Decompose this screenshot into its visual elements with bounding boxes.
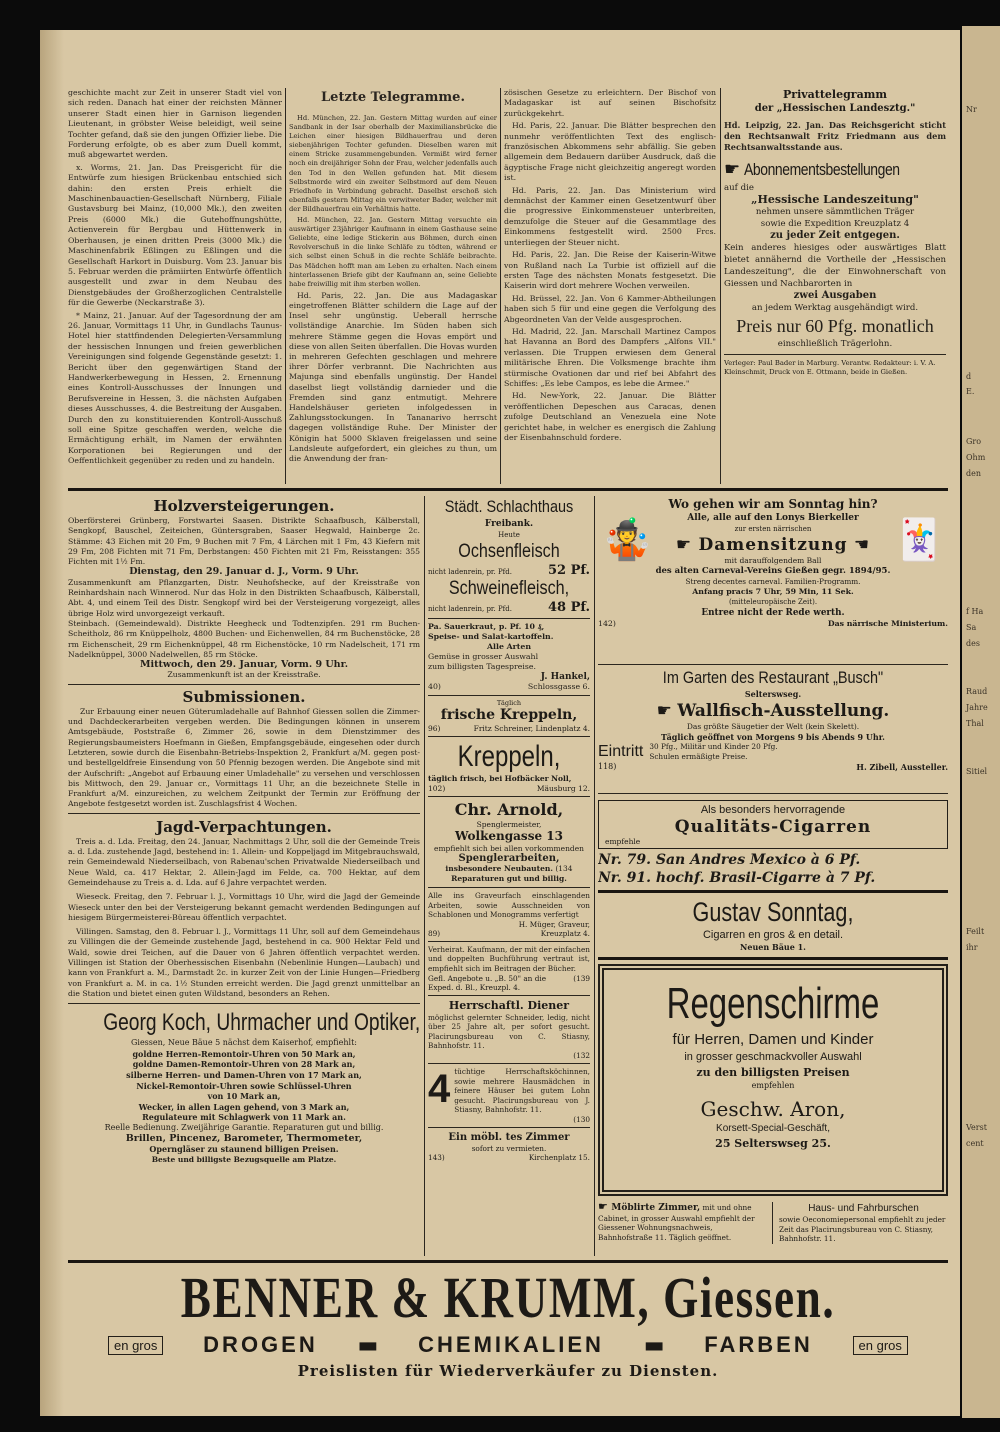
news-column-2 [289,88,497,483]
hankel-line: Gemüse in grosser Auswahl [428,652,539,661]
carneval-anfang: Anfang pracis 7 Uhr, 59 Min, 11 Sek. [692,587,854,596]
hankel-line: Speise- und Salat-kartoffeln. [428,632,554,641]
benner-bottom: Preislisten für Wiederverkäufer zu Diensten. [297,1362,719,1380]
arnold-line: empfiehlt sich bei allen vorkommenden [434,844,584,853]
carneval-zeit: (mitteleuropäische Zeit). [728,598,818,606]
abo-body [724,182,946,350]
article-paragraph: * Mainz, 21. Januar. Auf der Tagesordnung der am 26. Januar, Vormittags 11 Uhr, in Gundlachs Taunus-Hotel hier stattfindenden Delegierten-Versammlung der hessischen Innungen und freien gewerblichen Vereinigungen sind folgende Gegenstände gesetzt: 1. Bericht über den gegenwärtigen Stand der Handwerkerbewegung in Hessen, 2. Ernennung eines Kontroll-Ausschusses der Innungen und Berufsvereine in Hessen, 3. die nächsten Aufgaben dieses Ausschusses, 4. die Bestreitung der Ausgaben. Durch den zu konstituierenden Kontroll-Ausschuß soll eine Spitze geschaffen werden, welche die Ermächtigung erhält, im Namen der erwähnten Korporationen bei Regierungen und der Oeffentlichkeit gegenüber zu reden und zu handeln. [68,310,282,466]
busch-schulen: Schulen ermäßigte Preise. [649,752,748,761]
benner-drogen: DROGEN [203,1332,318,1357]
haus-ad [779,1202,948,1244]
hankel-addr: Schlossgasse 6. [527,682,590,691]
diener-text: möglichst gelernter Schneider, ledig, nicht über 25 Jahre alt, per sofort gesucht. Placirungsbureau von C. Stiasny, Bahnhofstr. 11. [428,1012,590,1051]
aron-line: zu den billigsten Preisen [696,1066,850,1079]
column-rule [285,88,286,484]
column-rule [424,496,425,1256]
adjacent-page-text: f Ha [966,607,984,616]
telegram-text: Hd. Leipzig, 22. Jan. Das Reichsgericht sticht den Rechtsanwalt Fritz Friedmann aus dem Rechtsanwaltsstande aus. [724,120,946,152]
kaufmann-text2: Gefl. Angebote u. „B. 50" an die Exped. d. Bl., Kreuzpl. 4. [428,973,547,992]
schlacht-item: Ochsenfleisch [458,541,560,562]
cigarren-line: Nr. 79. San Andres Mexico à 6 Pf. [598,852,861,868]
jester-icon: 🤹 [602,517,652,563]
busch-eintritt: Eintritt [598,743,644,760]
zimmer2-title: Möblirte Zimmer, [611,1203,701,1213]
adjacent-page-text: Sitiel [966,767,988,776]
rule [428,618,590,619]
news-column-1 [68,88,282,483]
koch-line: Nickel-Remontoir-Uhren sowie Schlüssel-Uhren [136,1080,352,1091]
adjacent-page-text: Thal [966,719,984,728]
adjacent-page-text: ihr [966,943,978,952]
abo-line: nehmen unsere sämmtlichen Träger [755,207,915,217]
mueger-text: Alle ins Graveurfach einschlagenden Arbeiten, sowie Ausschneiden von Schablonen und Monogramms verfertigt [428,891,590,920]
ad-number: 102) [428,784,446,793]
holz-date: Dienstag, den 29. Januar d. J., Vorm. 9 Uhr. [129,566,359,578]
price-label: nicht ladenrein, pr. Pfd. [428,605,512,613]
mueger-addr: Kreuzplatz 4. [540,928,590,938]
adjacent-page-text: cent [966,1139,984,1148]
pointing-hand-icon: ☛ [598,1200,612,1213]
koch-line: Beste und billigste Bezugsquelle am Platze. [151,1154,337,1164]
rule [428,1127,590,1128]
kreppeln2-addr: Mäusburg 12. [536,784,590,793]
sub-title: Submissionen. [182,687,306,706]
busch-ad [598,667,948,791]
adjacent-page-text: Sa [966,623,977,632]
abo-line: an jedem Werktag ausgehändigt wird. [751,303,919,313]
adjacent-page-text: Feilt [966,927,985,936]
article-paragraph: geschichte macht zur Zeit in unserer Stadt viel von sich reden. Danach hat einer der reichsten Männer unserer Stadt einen hier in Garnison liegenden Lieutenant, in gröbster Weise beleidigt, weil seine Tochter gefand, daß sie den jungen Offizier liebe. Die Forderung erfolgte, ob es aber zum Duell kommt, muß abgewartet werden. [68,88,282,160]
rule [68,813,420,814]
rule [428,995,590,996]
adjacent-page-edge [962,26,1000,1418]
arnold-line: Spenglerarbeiten, [458,853,560,864]
kreppeln-pre: Täglich [496,699,522,707]
cigarren-emp: empfehle [605,837,641,846]
schlacht-subtitle: Freibank. [484,519,534,529]
koch-line: Reelle Bedienung. Zweijährige Garantie. Reparaturen gut und billig. [104,1122,384,1132]
page-gutter [40,30,64,1416]
cigarren-pre: Als besonders hervorragende [700,804,846,816]
jagd-title: Jagd-Verpachtungen. [156,817,332,836]
adjacent-page-text: den [966,469,982,478]
adjacent-page-text: E. [966,387,975,396]
hankel-name: J. Hankel, [540,672,590,682]
abo-line: auf die [724,183,754,193]
rule [428,736,590,737]
price-label: nicht ladenrein, pr. Pfd. [428,568,512,576]
koch-line: von 10 Mark an, [207,1091,281,1102]
column-title: Letzte Telegramme. [321,90,465,105]
koch-line: goldne Damen-Remontoir-Uhren von 28 Mark an, [132,1059,356,1070]
article-paragraph: Hd. New-York, 22. Januar. Die Blätter veröffentlichen Depeschen aus Caracas, denen zufolge Deutschland an Venezuela eine Note gerichtet habe, in welcher es energisch die Zahlung der Eisenbahnschuld fordere. [504,391,716,442]
adjacent-page-text: d [966,372,972,381]
rule [598,664,948,665]
holz-line: Zusammenkunft ist an der Kreisstraße. [167,670,321,680]
carneval-pre: zur ersten närrischen [734,525,812,533]
rule [598,793,948,794]
koch-line: Wecker, in allen Lagen gehend, von 3 Mark an, [138,1101,350,1112]
adjacent-page-text: Nr [966,105,977,114]
benner-ad [68,1264,948,1394]
carneval-entree: Entree nicht der Rede werth. [701,608,845,618]
adjacent-page-text: Verst [966,1123,987,1132]
telegram-subtitle: der „Hessischen Landesztg." [754,103,916,114]
cigarren-box [598,800,948,849]
zimmer2-text: mit und ohne Cabinet, in grosser Auswahl empfiehlt der Giessener Wohnungsnachweis, Bahnhofstraße 11. Täglich geöffnet. [598,1203,755,1242]
aron-title: Regenschirme [666,979,880,1028]
holz-line: Oberförsterei Grünberg, Forstwartei Saasen. Distrikte Schaafbusch, Kälberstall, Sengkopf, Bauschel, Zeiteichen, Güntersgraben, Saaser Hegwald, Hainberge 2c. Stämme: 43 Eichen mit 20 Fm, 9 Buchen mit 7 Fm, 4 Lärchen mit 1 Fm, 43 Kiefern mit 29 Fm, 208 Fichten mit 71 Fm, Derbstangen: 450 Fichten mit 21 Fm, Reisstangen: 355 Fichten mit 1½ Fm. [68,516,420,567]
abo-line: sowie die Expedition Kreuzplatz 4 [760,219,910,229]
article-paragraph: x. Worms, 21. Jan. Das Preisgericht für die Entwürfe zum hiesigen Brückenbau entschied sich dahin: den ersten Preis erhielt die Maschinenbauactien-Gesellschaft Nürnberg, Filiale Gustavsburg bei Mainz, (10,000 Mk.), den zweiten Preis (6000 Mk.) die Gutehoffnungshütte, Actienverein für Bergbau und Hüttenwerk in Oberhausen, je einen dritten Preis (3000 Mk.) die Maschinenfabrik Eßlingen zu Eßlingen und die Gesellschaft Harkort in Duisburg. Vom 23. Januar bis 5. Februar werden die prämiirten Entwürfe öffentlich ausgestellt und zwar in dem Neubau des Dienstgebäudes der Großherzoglichen Centralstelle für die Gewerbe (Neckarstraße 3). [68,162,282,308]
rule [598,890,948,893]
carneval-title: Wo gehen wir am Sonntag hin? [668,497,878,511]
ads-column-right [598,496,948,1258]
koch-line: Giessen, Neue Bäue 5 nächst dem Kaiserhof, empfiehlt: [131,1038,357,1048]
news-column-3 [504,88,716,483]
sonntag-line: Cigarren en gros & en detail. [702,929,844,941]
aron-line: für Herren, Damen und Kinder [672,1031,874,1048]
benner-title: BENNER & KRUMM, Giessen. [180,1265,836,1330]
abo-line: zwei Ausgaben [793,290,877,301]
adjacent-page-text: Gro [966,437,982,446]
koch-line: Regulateure mit Schlagwerk von 11 Mark an. [142,1112,346,1123]
pointing-hand-icon: ☚ [847,535,871,555]
abo-paper-name: „Hessische Landeszeitung" [751,193,919,206]
article-paragraph: zösischen Gesetze zu erleichtern. Der Bischof von Madagaskar ist auf seinen Bischofsitz zurückgekehrt. [504,88,716,118]
article-paragraph: Hd. Brüssel, 22. Jan. Von 6 Kammer-Abtheilungen haben sich 5 für und eine gegen die Verfolgung des Abgeordneten Van der Velde ausgesprochen. [504,293,716,324]
busch-title: Im Garten des Restaurant „Busch" [662,668,884,687]
benner-chem: CHEMIKALIEN [418,1332,604,1357]
holz-body [68,516,420,681]
kaufmann-text: Verheirat. Kaufmann, der mit der einfachen und doppelten Buchführung vertraut ist, empfiehlt sich im Beitragen der Bücher. [428,944,590,973]
schlacht-price-row [428,600,590,615]
rule [724,354,946,355]
ad-number: 143) [428,1152,445,1162]
ad-number: (139 [573,973,590,983]
mueger-sig: H. Müger, Graveur, [518,919,590,929]
ad-number: 118) [598,762,617,771]
aron-line: Korsett-Special-Geschäft, [716,1123,830,1134]
schlacht-heute: Heute [498,531,520,539]
koch-line: silberne Herren- und Damen-Uhren von 17 Mark an, [126,1069,362,1080]
jagd-paragraph: Treis a. d. Lda. Freitag, den 24. Januar, Nachmittags 2 Uhr, soll die der Gemeinde Treis a. d. Lda. zustehende Jagd, bestehend in: 1. Allein- und Koppeljagd im Mitgebrauchswald, rein Gemeindewald Niederseilbach, von Rabenau'schen Privatwalde Niederseilbach und Neue Wald, ca. 417 Hektar, 2. Allein-Jagd im Felde, ca. 700 Hektar, auf dem Gemeindehause zu Treis a. d. Lda. auf 6 Jahre verpachtet werden. [68,836,420,887]
busch-big: Wallfisch-Ausstellung. [677,701,890,721]
abo-heading [724,159,946,180]
koch-line: goldne Herren-Remontoir-Uhren von 50 Mark an, [132,1048,356,1059]
kreppeln2-title: Kreppeln, [457,740,561,773]
hankel-line: Alle Arten [486,642,532,651]
column-rule [772,1202,773,1244]
engros-badge: en gros [853,1336,908,1355]
article-paragraph: Hd. München, 22. Jan. Gestern Mittag wurden auf einer Sandbank in der Isar oberhalb der Maximiliansbrücke die Leichen einer hiesigen Bildhauerfrau und deren siebenjährigen Tochter gefunden. Dieselben waren mit einem Stricke zusammengebunden. Vermißt wird ferner noch ein dreijähriger Sohn der Frau, welcher jedenfalls auch den Tod in den Wellen gefunden hat. Mit diesem Selbstmorde wird ein zweiter Selbstmord auf dem Neuen Friedhofe in Verbindung gebracht. Daselbst erschoß sich ebenfalls gestern Mittag ein verwitweter Bader, welcher mit der Bildhauerfrau ein Verhältnis hatte. [289,114,497,213]
article-paragraph: Hd. Paris, 22. Jan. Das Ministerium wird demnächst der Kammer einen Gesetzentwurf über die progressive Einkommensteuer unterbreiten, demzufolge die Steuer auf die Gesammtlage des Einkommens festgestellt wird. 2500 Frcs. unterliegen der Steuer nicht. [504,185,716,247]
zimmer1-addr: Kirchenplatz 15. [528,1152,590,1162]
zimmer1-title: Ein möbl. tes Zimmer [448,1131,570,1143]
busch-line: Täglich geöffnet von Morgens 9 bis Abends 9 Uhr. [661,732,885,742]
imprint: Verleger: Paul Bader in Marburg. Verantw. Redakteur: i. V. A. Kleinschmit, Druck von E. Ottmann, beide in Gießen. [724,359,936,376]
article-paragraph: Hd. Paris, 22. Jan. Die aus Madagaskar eingetroffenen Blätter schildern die Lage auf der Insel sehr ungünstig. Ueberall herrsche vollständige Anarchie. Im Süden haben sich mehrere Stämme gegen die Hovas empört und diese von allen Seiten überfallen. Die Hovas wurden in mehreren Gefechten geschlagen und mehrere ihrer Dörfer verbrannt. Die Nachrichten aus Majunga sind ebenfalls ungünstig. Der Handel daselbst liegt vollständig darnieder und die Fremden sind ganz entmutigt. Mehrere Handelshäuser gerieten infolgedessen in Zahlungsstockungen. In Tananarivo herrscht dagegen vollständige Ruhe. Der Minister der Königin hat 5000 Sklaven freigelassen und seine Landsleute aufgefordert, ein gleiches zu thun, um die Anwendung der fran- [289,290,497,464]
section-rule [68,1260,948,1263]
rule [598,957,948,960]
koechinnen-text: tüchtige Herrschaftsköchinnen, sowie mehrere Hausmädchen in feinere Häuser bei gutem Lohn gesucht. Placirungsbureau von J. Stiasny, Bahnhofstr. 11. [454,1066,590,1115]
diener-title: Herrschaftl. Diener [448,998,570,1012]
rule [428,796,590,797]
news-column-4 [724,88,946,488]
section-rule [68,488,948,491]
haus-text: sowie Oeconomiepersonal empfiehlt zu jeder Zeit das Placirungsbureau von C. Stiasny, Bahnhofstr. 11. [779,1215,946,1244]
busch-line: Das größte Säugetier der Welt (kein Skelett). [686,722,860,731]
ads-column-left [68,496,420,1256]
rule [428,695,590,696]
rule [68,684,420,685]
abo-line: Kein anderes hiesiges oder auswärtiges Blatt bietet annähernd die Vortheile der „Hessischen Landeszeitung", die der Einwohnerschaft von Giessen und Nachbarorten in [724,243,946,289]
ad-number: 96) [428,724,441,733]
price-value: 52 Pf. [547,563,590,578]
article-paragraph: Hd. Madrid, 22. Jan. Marschall Martinez Campos hat Havanna an Bord des Dampfers „Alfons VII." verlassen. Die Truppen erwiesen dem General militärische Ehren. Die Volksmenge brachte ihm stürmische Ovationen dar und rief bei Abfahrt des Schiffes: „Es lebe Campos, es lebe die Armee." [504,326,716,388]
cigarren-big: Qualitäts-Cigarren [674,817,872,837]
arnold-line: Reparaturen gut und billig. [451,874,567,883]
haus-title: Haus- und Fahrburschen [808,1203,919,1214]
rule [428,941,590,942]
ad-number: 142) [598,619,616,628]
dash: ▬ [643,1332,665,1358]
carneval-big: Damensitzung [698,535,848,555]
kreppeln2-line: täglich frisch, bei [428,774,503,783]
jagd-paragraph: Wieseck. Freitag, den 7. Februar l. J., Vormittags 10 Uhr, wird die Jagd der Gemeinde Wieseck unter den bei der Versteigerung bekannt gemacht werdenden Bedingungen auf hiesigem Bürgermeisterei-Büreau öffentlich verpachtet. [68,892,420,922]
rule [68,1003,420,1004]
pointing-hand-icon: ☛ [675,535,699,555]
hankel-line: zum billigsten Tagespreise. [428,662,536,671]
aron-name: Geschw. Aron, [700,1097,846,1121]
hankel-line: Pa. Sauerkraut, p. Pf. 10 ₰, [428,622,545,631]
kreppeln2-sig: Hofbäcker Noll, [504,774,572,783]
adjacent-page-text: des [966,639,980,648]
ad-number: (132 [573,1050,590,1060]
carneval-ad [598,496,948,662]
busch-sig: H. Zibell, Aussteller. [856,762,948,772]
busch-sub: Selterswseg. [744,689,802,699]
koechinnen-number: 4 [428,1066,451,1111]
ad-number: 89) [428,928,441,938]
sonntag-addr: Neuen Bäue 1. [740,942,806,952]
carneval-mit: mit darauffolgendem Ball [724,556,822,565]
koch-line: Brillen, Pincenez, Barometer, Thermometer, [125,1132,363,1144]
carneval-sub: Alle, alle auf den Lonys Bierkeller [687,513,859,523]
aron-line: in grosser geschmackvoller Auswahl [684,1051,862,1063]
ad-number: (134 [555,864,573,873]
aron-addr: 25 Selterswseg 25. [715,1137,831,1150]
carneval-verein: des alten Carneval-Vereins Gießen gegr. 1894/95. [655,566,891,576]
koch-title: Georg Koch, Uhrmacher und Optiker, [103,1009,420,1037]
rule [428,1063,590,1064]
price-value: 48 Pf. [547,600,590,615]
aron-line: empfehlen [751,1081,795,1090]
telegram-title: Privattelegramm [783,88,887,101]
column-rule [720,88,721,484]
kreppeln-title: frische Kreppeln, [440,707,578,723]
dash: ▬ [357,1332,379,1358]
arnold-sub: Spenglermeister, [476,820,542,829]
rule [428,887,590,888]
column-rule [594,496,595,1256]
jagd-paragraph: Villingen. Samstag, den 8. Februar l. J., Vormittags 11 Uhr, soll auf dem Gemeindehaus zu Villingen die der Gemeinde zustehende Jagd, bestehend in ca. 900 Hektar Feld und Wald, sowie drei Teichen, auf die Dauer von 6 Jahren öffentlich verpachtet werden. Villingen ist Station der Oberhessischen Eisenbahn (Nebenlinie Hungen—Laubach) und kann von Frankfurt a. M., Darmstadt 2c. in kurzer Zeit von der Linie Hungen—Friedberg von Frankfurt a. M. in ca. 1½ Stunden erreicht werden. Die Jagd grenzt unmittelbar an die Station und bietet einen guten Wildstand, besonders an Rehen. [68,927,420,998]
koch-line: Operngläser zu staunend billigen Preisen. [149,1144,339,1155]
abo-title: Abonnementsbestellungen [744,159,900,179]
kreppeln-sig: Fritz Schreiner, Lindenplatz 4. [473,724,590,733]
jagd-body [68,837,420,999]
cigarren-line: Nr. 91. hochf. Brasil-Cigarre à 7 Pf. [598,870,876,886]
holz-line: Zusammenkunft am Pflanzgarten, Distr. Neuhofshecke, auf der Kreisstraße von Reinhardshain nach Winnerod. Nur das Holz in den Distrikten Schaafbusch, Kälberstall, Abt. 4, und einem Teil des Distr. Sengkopf wird bei der Versteigerung vorgezeigt, alles übrige Holz wird unvorgezeigt verkauft. [68,577,420,618]
engros-badge: en gros [108,1336,163,1355]
holz-title: Holzversteigerungen. [153,497,335,515]
benner-row [68,1332,948,1358]
sonntag-title: Gustav Sonntag, [692,897,854,927]
carneval-min: Das närrische Ministerium. [827,619,948,628]
column-rule [500,88,501,484]
schlacht-title: Städt. Schlachthaus [444,497,574,516]
holz-date: Mittwoch, den 29. Januar, Vorm. 9 Uhr. [139,659,349,671]
newspaper-page [40,30,960,1416]
arnold-addr: Wolkengasse 13 [455,829,563,843]
adjacent-page-text: Jahre [966,703,988,712]
article-paragraph: Hd. Paris, 22. Januar. Die Blätter besprechen den nunmehr veröffentlichten Text des englisch-französischen Abkommens sehr abfällig. Sie geben allgemein dem Bedauern darüber Ausdruck, daß die ägyptische Frage nicht gleichzeitig angeregt worden ist. [504,121,716,183]
koch-body [68,1038,420,1165]
arnold-line: insbesondere Neubauten. [445,864,553,873]
ad-number: (130 [573,1114,590,1124]
sub-body: Zur Erbauung einer neuen Güterumladehalle auf Bahnhof Giessen sollen die Zimmer- und Dachdeckerarbeiten vergeben werden. Die Bedingungen können in unserem Amtsgebäude, Poststraße 6, Zimmer 26, sowie in dem Dienstzimmer des Regierungsbaumeisters Hoefmann in Gießen, Empfangsgebäude, eingesehen oder durch Letzteren, sowie durch die Eisenbahn-Betriebs-Inspektion 2, Frankfurt a/M. gegen post- und bestellgeldfreie Einsendung von 50 Pfennig bezogen werden. Die Angebote sind mit der Aufschrift: „Angebot auf Erbauung einer Umladehalle" zu versehen und verschlossen bis Mittwoch, den 29. Januar cr., Vormittags 11 Uhr, an die bezeichnete Stelle in Frankfurt a/M. einzureichen, zu welchem Zeitpunkt der Termin zur Eröffnung der Angebote festgesetzt worden ist. Zuschlagsfrist 4 Wochen. [68,706,420,809]
arnold-title: Chr. Arnold, [454,800,564,819]
hankel-ad [428,622,590,692]
zimmer1-text: sofort zu vermieten. [471,1143,547,1153]
pointing-hand-icon: ☛ [656,701,678,721]
adjacent-page-text: Raud [966,687,988,696]
pointing-hand-icon: ☛ [724,159,741,180]
article-paragraph: Hd. München, 22. Jan. Gestern Mittag versuchte ein auswärtiger 23jähriger Kaufmann in einem Gasthause seine Geliebte, eine ledige Stickerin aus Böhmen, durch einen Revolverschuß in die linke Schläfe zu tödten, während er sich selbst einen Schuß in die rechte Schläfe beibrachte. Das Mädchen hofft man am Leben zu erhalten. Nach einem hinterlassenen Briefe gibt der Kaufmann an, seine Geliebte habe freiwillig mit ihm sterben wollen. [289,216,497,288]
abo-line: zu jeder Zeit entgegen. [770,230,900,241]
benner-farben: FARBEN [704,1332,813,1357]
carneval-prog: Streng decentes carneval. Familien-Programm. [685,577,861,586]
busch-price: 30 Pfg., Militär und Kinder 20 Pfg. [649,742,778,751]
aron-box [598,964,948,1196]
schlacht-price-row [428,563,590,578]
ad-number: 40) [428,682,441,691]
abo-line: einschließlich Trägerlohn. [777,339,893,349]
adjacent-page-text: Ohm [966,453,986,462]
bottom-small-ads [598,1202,948,1244]
holz-line: Steinbach. (Gemeindewald). Distrikte Heegheck und Todtenzipfen. 291 rm Buchen-Scheitholz, 86 rm Knüppelholz, 4800 Buchen- und Eichenwellen, 84 rm Buchenstöcke, 28 rm Eichenscheit, 29 rm Eichenknüppel, 48 rm Eichenstöcke, 10 rm Nadelscheit, 171 rm Nadelknüppel, 3000 Nadelwellen, 85 rm Stöcke. [68,618,420,659]
article-paragraph: Hd. Paris, 22. Jan. Die Reise der Kaiserin-Witwe von Rußland nach La Turbie ist offiziell auf die ersten Tage des nächsten Monats festgesetzt. Die Kaiserin wird dort mehrere Wochen verweilen. [504,250,716,291]
abo-price: Preis nur 60 Pfg. monatlich [736,316,934,336]
schlacht-item: Schweinefleisch, [448,578,570,599]
zimmer2-ad [598,1202,766,1244]
jester-icon: 🃏 [894,517,944,563]
ads-column-middle [428,496,590,1258]
